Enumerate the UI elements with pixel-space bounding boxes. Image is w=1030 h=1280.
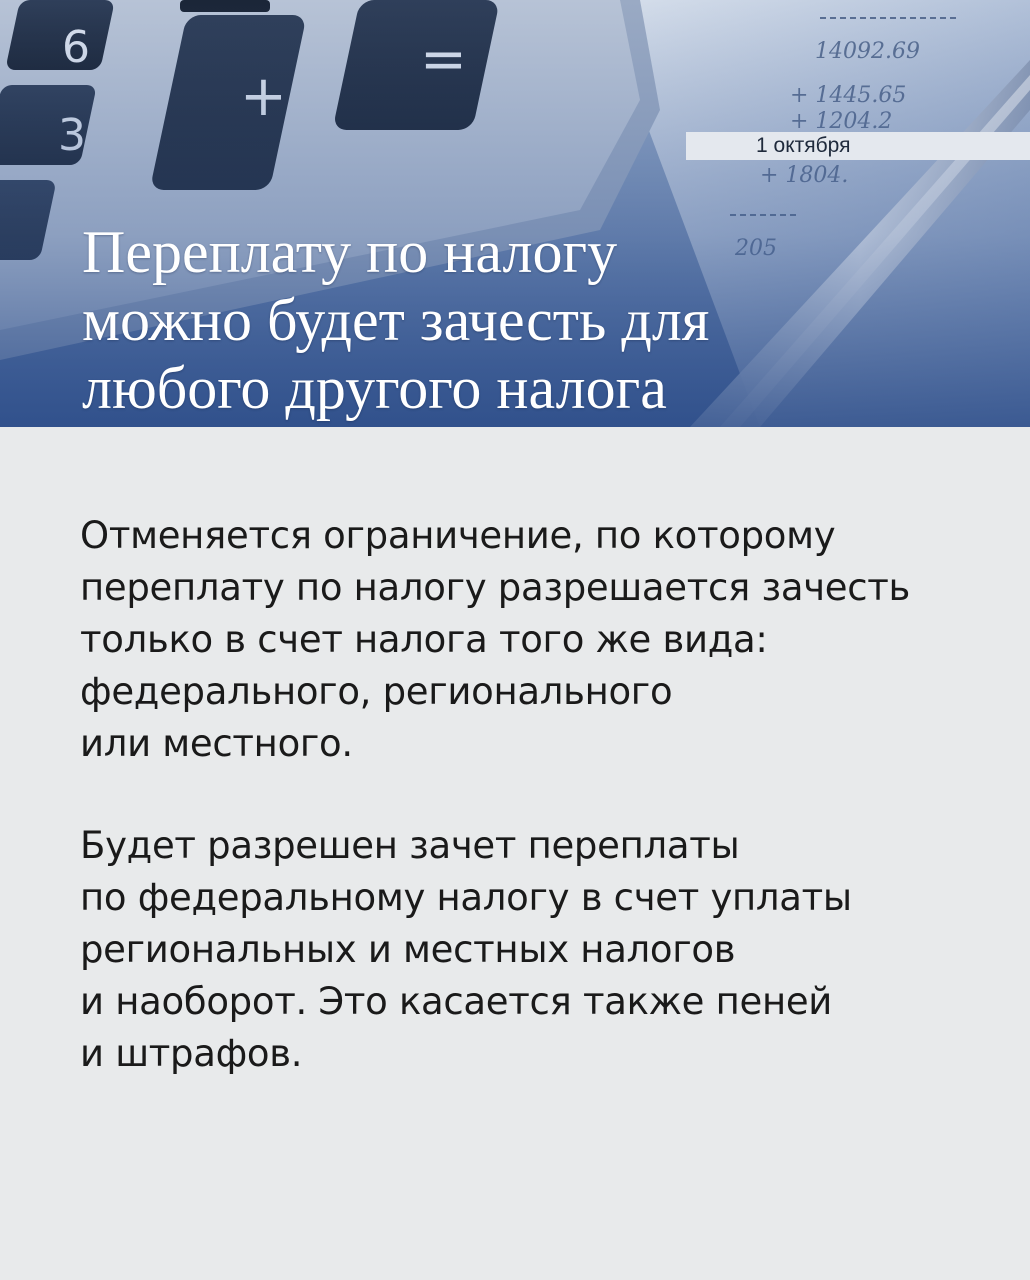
- paragraph: [80, 510, 980, 770]
- header-banner: [0, 0, 1030, 427]
- paragraph-line: федерального, регионального: [80, 670, 673, 713]
- publication-date: 1 октября: [756, 134, 851, 157]
- title-line: любого другого налога: [82, 355, 667, 421]
- paragraph-line: региональных и местных налогов: [80, 928, 736, 971]
- date-strip: [686, 132, 1030, 160]
- title-line: можно будет зачесть для: [82, 287, 710, 353]
- page-title: [82, 218, 982, 422]
- paragraph-line: переплату по налогу разрешается зачесть: [80, 566, 911, 609]
- paragraph-line: и штрафов.: [80, 1032, 303, 1075]
- paragraph-line: Будет разрешен зачет переплаты: [80, 824, 740, 867]
- article-body: [80, 510, 980, 1080]
- paragraph-line: по федеральному налогу в счет уплаты: [80, 876, 852, 919]
- paragraph: [80, 820, 980, 1080]
- paragraph-line: или местного.: [80, 722, 353, 765]
- paragraph-line: и наоборот. Это касается также пеней: [80, 980, 833, 1023]
- paragraph-line: только в счет налога того же вида:: [80, 618, 768, 661]
- paragraph-line: Отменяется ограничение, по которому: [80, 514, 836, 557]
- title-line: Переплату по налогу: [82, 219, 618, 285]
